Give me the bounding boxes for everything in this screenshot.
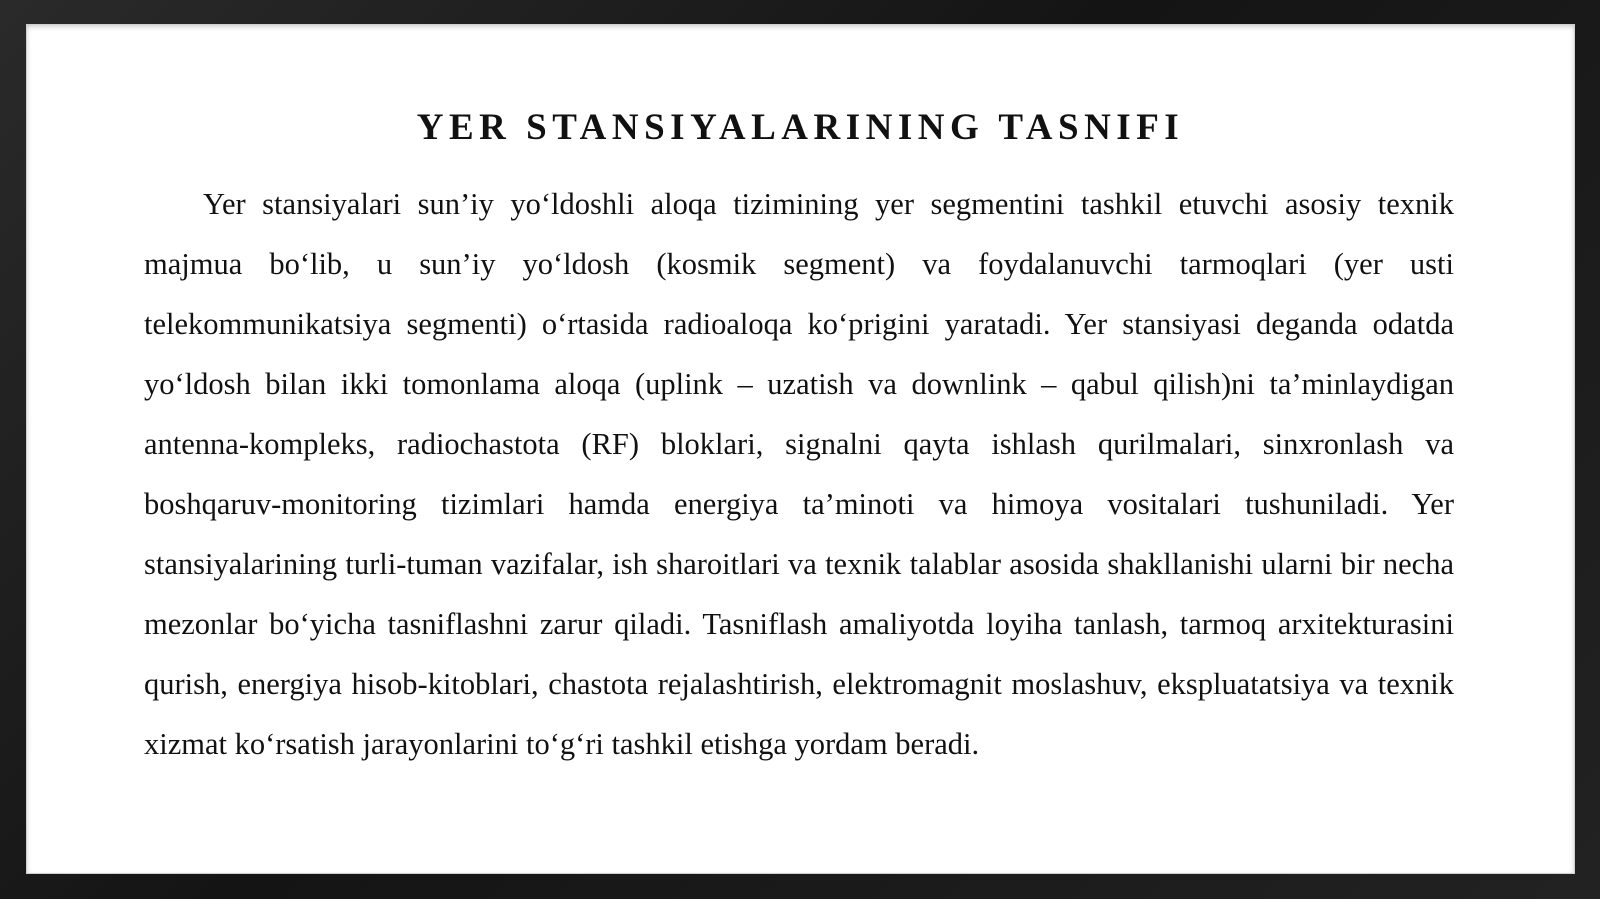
slide-title: YER STANSIYALARINING TASNIFI bbox=[416, 107, 1185, 148]
slide bbox=[26, 24, 1575, 874]
slide-paragraph: Yer stansiyalari sun’iy yo‘ldoshli aloqa tizimining yer segmentini tashkil etuvchi asosiy texnik majmua bo‘lib, u sun’iy yo‘ldosh (kosmik segment) va foydalanuvchi tarmoqlari (yer usti telekommunikatsiya segmenti) o‘rtasida radioaloqa ko‘prigini yaratadi. Yer stansiyasi deganda odatda yo‘ldosh bilan ikki tomonlama aloqa (uplink – uzatish va downlink – qabul qilish)ni ta’minlaydigan antenna-kompleks, radiochastota (RF) bloklari, signalni qayta ishlash qurilmalari, sinxronlash va boshqaruv-monitoring tizimlari hamda energiya ta’minoti va himoya vositalari tushuniladi. Yer stansiyalarining turli-tuman vazifalar, ish sharoitlari va texnik talablar asosida shakllanishi ularni bir necha mezonlar bo‘yicha tasniflashni zarur qiladi. Tasniflash amaliyotda loyiha tanlash, tarmoq arxitekturasini qurish, energiya hisob-kitoblari, chastota rejalashtirish, elektromagnit moslashuv, ekspluatatsiya va texnik xizmat ko‘rsatish jarayonlarini to‘g‘ri tashkil etishga yordam beradi. bbox=[144, 187, 1454, 761]
